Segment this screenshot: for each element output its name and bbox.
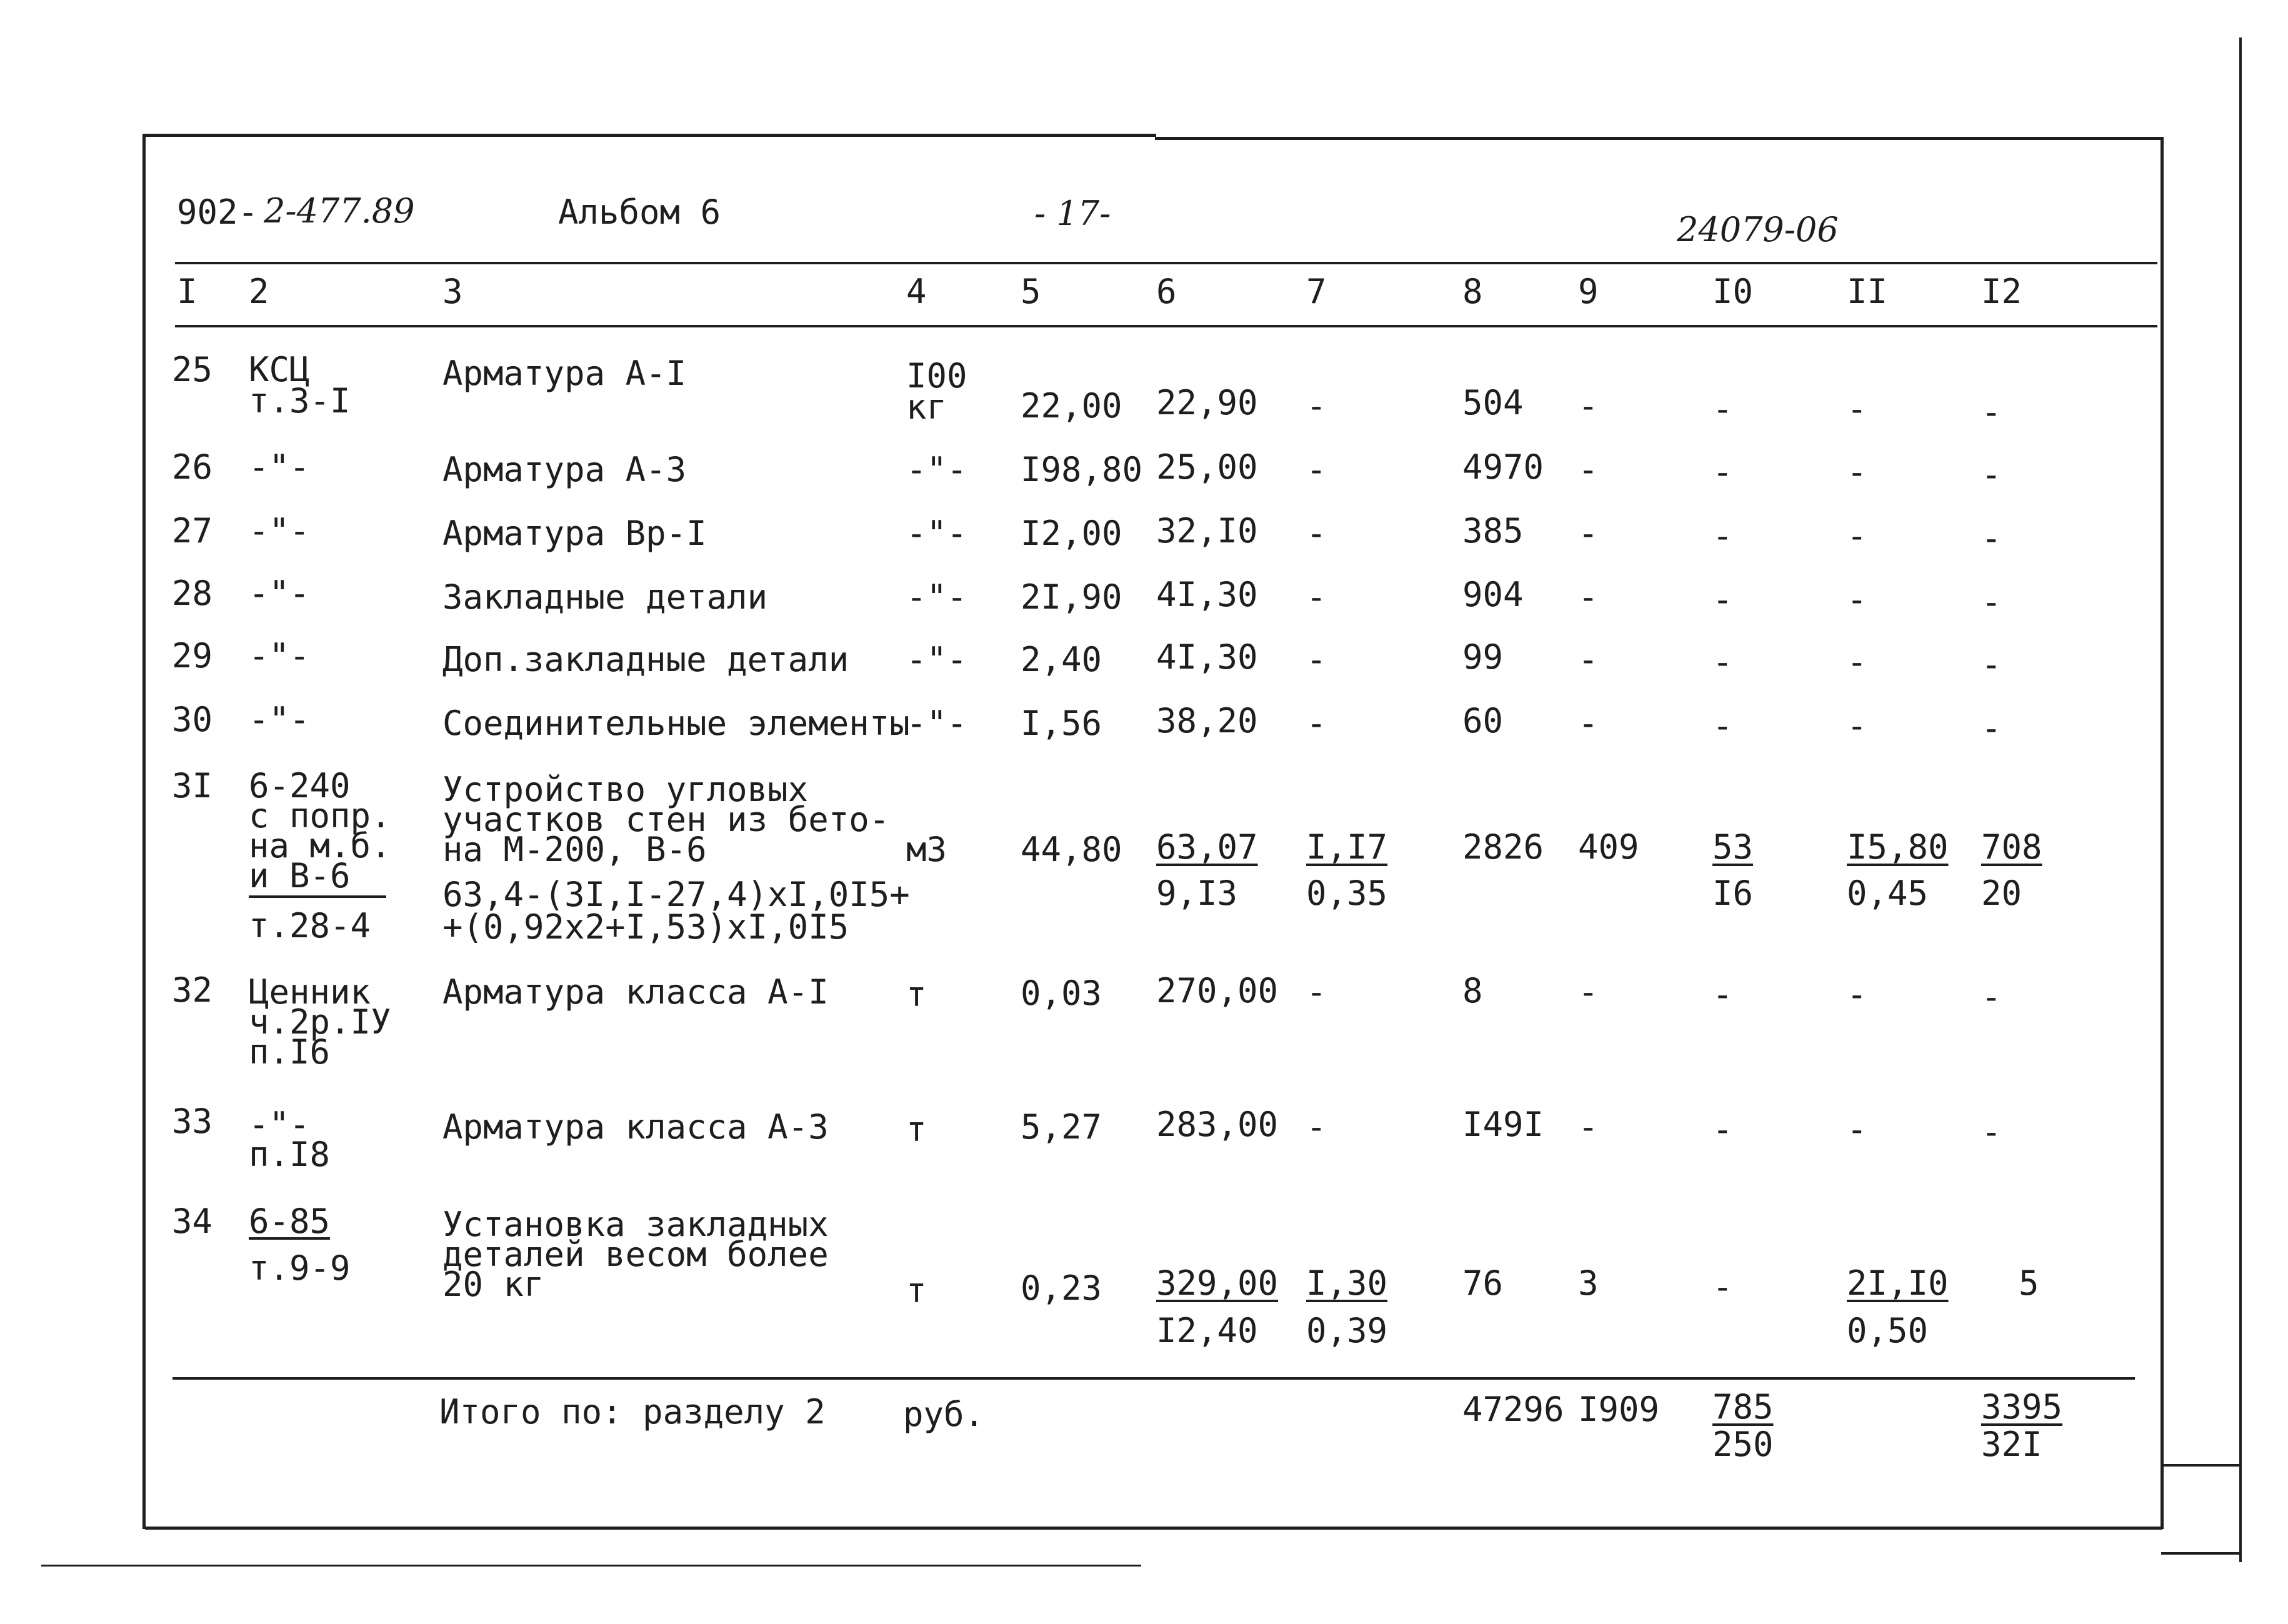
row-value-7: 0,35 (1306, 874, 1388, 913)
row-number: 34 (172, 1202, 213, 1241)
row-reference: -"- (249, 636, 310, 675)
total-value-12: 3395 (1981, 1387, 2063, 1427)
album-label: Альбом 6 (558, 192, 721, 232)
row-reference: 6-85 (249, 1202, 331, 1241)
row-quantity: 5,27 (1021, 1107, 1102, 1147)
column-heading: 8 (1462, 272, 1483, 311)
column-heading: 2 (249, 272, 269, 311)
row-value-10: - (1712, 389, 1733, 429)
row-value-7: - (1306, 972, 1327, 1012)
row-reference: КСЦ (249, 350, 310, 389)
row-value-6: 63,07 (1156, 827, 1258, 867)
row-quantity: 2I,90 (1021, 577, 1122, 617)
row-value-7: - (1306, 1107, 1327, 1147)
row-value-12: - (1981, 519, 2002, 558)
row-value-6: 38,20 (1156, 701, 1258, 740)
row-unit: -"- (906, 577, 967, 617)
row-description: Доп.закладные детали (442, 640, 849, 679)
row-reference: -"- (249, 447, 310, 487)
row-value-6: 22,90 (1156, 383, 1258, 422)
row-reference: и В-6 (249, 856, 351, 895)
row-value-6: 4I,30 (1156, 575, 1258, 614)
row-unit: -"- (906, 514, 967, 553)
row-value-12: - (1981, 392, 2002, 432)
row-value-10: - (1712, 706, 1733, 745)
row-description: Арматура А-3 (442, 450, 687, 489)
column-heading: I (177, 272, 197, 311)
row-unit: I00 (906, 356, 967, 396)
row-value-10: - (1712, 452, 1733, 492)
row-value-9: - (1578, 577, 1599, 617)
row-value-8: 385 (1462, 511, 1524, 550)
row-value-10: 53 (1712, 827, 1754, 867)
series-number: 902- (177, 192, 259, 232)
frame-top-right (1155, 137, 2164, 140)
row-description: деталей весом более (442, 1235, 829, 1274)
document-code: 24079-06 (1677, 210, 1839, 249)
total-unit: руб. (903, 1395, 985, 1434)
row-description: Установка закладных (442, 1205, 829, 1244)
row-value-11: 0,45 (1847, 874, 1929, 913)
row-description: участков стен из бето- (442, 800, 890, 839)
row-description: Арматура класса А-I (442, 972, 829, 1012)
row-value-8: 904 (1462, 575, 1524, 614)
row-number: 33 (172, 1102, 213, 1141)
row-value-8: 4970 (1462, 447, 1544, 487)
row-value-11: - (1847, 1110, 1867, 1149)
row-value-10: - (1712, 516, 1733, 555)
row-unit: т (906, 1271, 927, 1310)
row-unit: т (906, 975, 927, 1014)
row-unit: м3 (906, 830, 947, 869)
row-number: 30 (172, 700, 213, 739)
row-reference: п.I8 (249, 1135, 331, 1174)
row-value-6: 32,I0 (1156, 511, 1258, 550)
row-value-6: 4I,30 (1156, 637, 1258, 677)
row-description: Устройство угловых (442, 770, 809, 809)
row-value-12: - (1981, 582, 2002, 622)
row-value-11: - (1847, 516, 1867, 555)
column-heading: II (1847, 272, 1888, 311)
row-unit: -"- (906, 450, 967, 489)
row-value-12: - (1981, 709, 2002, 748)
column-heading: 3 (442, 272, 463, 311)
row-number: 25 (172, 350, 213, 389)
row-value-11: - (1847, 975, 1867, 1014)
row-quantity: I2,00 (1021, 514, 1122, 553)
series-handwritten: 2-477.89 (264, 191, 415, 231)
frame-left (142, 134, 146, 1529)
row-value-11: 0,50 (1847, 1311, 1929, 1350)
row-description: Арматура Вр-I (442, 514, 707, 553)
row-value-12: 20 (1981, 874, 2022, 913)
row-quantity: 2,40 (1021, 640, 1102, 679)
column-heading: 5 (1021, 272, 1041, 311)
row-value-6: 329,00 (1156, 1263, 1279, 1303)
row-reference: с попр. (249, 796, 391, 835)
row-reference: -"- (249, 1105, 310, 1144)
row-quantity: I98,80 (1021, 450, 1143, 489)
row-value-10: - (1712, 580, 1733, 619)
row-description: Арматура А-I (442, 354, 687, 393)
row-value-9: 3 (1578, 1263, 1599, 1303)
row-value-11: - (1847, 452, 1867, 492)
row-reference: т.3-I (249, 381, 351, 421)
column-heading: I2 (1981, 272, 2022, 311)
total-value-10: 250 (1712, 1425, 1774, 1464)
row-value-9: - (1578, 972, 1599, 1012)
row-reference: п.I6 (249, 1032, 331, 1072)
total-value-12: 32I (1981, 1425, 2042, 1464)
row-unit: -"- (906, 704, 967, 743)
row-reference: ч.2р.IУ (249, 1002, 391, 1042)
column-heading: 4 (906, 272, 927, 311)
total-value-8: 47296 (1462, 1390, 1564, 1429)
row-quantity: 0,23 (1021, 1268, 1102, 1308)
row-value-12: - (1981, 645, 2002, 684)
row-description: +(0,92х2+I,53)хI,0I5 (442, 907, 849, 947)
total-rule (172, 1377, 2135, 1380)
row-value-6: 9,I3 (1156, 874, 1238, 913)
row-reference: -"- (249, 574, 310, 613)
row-value-10: - (1712, 642, 1733, 682)
row-value-11: - (1847, 706, 1867, 745)
row-value-8: 8 (1462, 971, 1483, 1010)
frame-top-left (142, 134, 1156, 137)
row-reference: 6-240 (249, 766, 351, 805)
row-value-6: I2,40 (1156, 1311, 1258, 1350)
row-value-9: 409 (1578, 827, 1639, 867)
row-description: 20 кг (442, 1265, 544, 1304)
row-value-7: - (1306, 704, 1327, 743)
total-value-9: I909 (1578, 1390, 1660, 1429)
row-value-9: - (1578, 450, 1599, 489)
frame-bottom (145, 1527, 2162, 1530)
row-value-11: I5,80 (1847, 827, 1949, 867)
row-unit: -"- (906, 640, 967, 679)
row-value-9: - (1578, 386, 1599, 426)
row-value-9: - (1578, 640, 1599, 679)
row-value-7: - (1306, 386, 1327, 426)
stamp-line-lower (2161, 1552, 2239, 1555)
row-reference: т.28-4 (249, 906, 371, 945)
total-label: Итого по: разделу 2 (439, 1392, 826, 1432)
row-description: на М-200, В-6 (442, 830, 707, 869)
row-quantity: 44,80 (1021, 830, 1122, 869)
page-edge-right (2239, 37, 2242, 1562)
row-value-9: - (1578, 704, 1599, 743)
row-reference: Ценник (249, 972, 371, 1012)
row-number: 29 (172, 636, 213, 675)
row-value-11: - (1847, 389, 1867, 429)
row-value-7: - (1306, 514, 1327, 553)
row-value-7: - (1306, 640, 1327, 679)
row-reference: т.9-9 (249, 1248, 351, 1288)
row-value-12: - (1981, 977, 2002, 1017)
row-number: 26 (172, 447, 213, 487)
row-value-10: I6 (1712, 874, 1754, 913)
header-rule-bottom (175, 325, 2157, 327)
row-value-12: - (1981, 455, 2002, 494)
row-value-8: I49I (1462, 1105, 1544, 1144)
row-value-10: - (1712, 975, 1733, 1014)
row-value-6: 25,00 (1156, 447, 1258, 487)
row-number: 27 (172, 511, 213, 550)
frame-right (2161, 137, 2164, 1529)
column-heading: 6 (1156, 272, 1177, 311)
row-quantity: I,56 (1021, 704, 1102, 743)
row-value-11: 2I,I0 (1847, 1263, 1949, 1303)
row-value-8: 99 (1462, 637, 1504, 677)
row-unit: кг (906, 387, 947, 427)
row-value-8: 60 (1462, 701, 1504, 740)
row-value-8: 504 (1462, 383, 1524, 422)
row-value-11: - (1847, 642, 1867, 682)
row-number: 3I (172, 766, 213, 805)
row-value-8: 76 (1462, 1263, 1504, 1303)
row-value-9: - (1578, 1107, 1599, 1147)
row-value-10: - (1712, 1267, 1733, 1307)
row-quantity: 0,03 (1021, 974, 1102, 1013)
row-reference: на м.б. (249, 826, 391, 865)
header-rule-top (175, 262, 2157, 264)
row-description: 63,4-(3I,I-27,4)хI,0I5+ (442, 875, 910, 914)
row-value-6: 283,00 (1156, 1105, 1279, 1144)
row-quantity: 22,00 (1021, 386, 1122, 426)
column-heading: I0 (1712, 272, 1754, 311)
row-value-12: 708 (1981, 827, 2042, 867)
row-value-9: - (1578, 514, 1599, 553)
row-description: Закладные детали (442, 577, 768, 617)
row-value-12: 5 (2019, 1263, 2039, 1303)
ref-underline-31 (249, 895, 386, 898)
row-value-12: - (1981, 1112, 2002, 1152)
row-value-7: I,30 (1306, 1263, 1388, 1303)
row-value-6: 270,00 (1156, 971, 1279, 1010)
row-value-10: - (1712, 1110, 1733, 1149)
row-reference: -"- (249, 511, 310, 550)
column-heading: 9 (1578, 272, 1599, 311)
page-bottom-rule (41, 1565, 1141, 1567)
row-value-7: I,I7 (1306, 827, 1388, 867)
row-number: 32 (172, 970, 213, 1010)
row-description: Арматура класса А-3 (442, 1107, 829, 1147)
page-number: - 17- (1034, 194, 1111, 233)
row-value-7: - (1306, 450, 1327, 489)
row-value-7: 0,39 (1306, 1311, 1388, 1350)
column-heading: 7 (1306, 272, 1327, 311)
row-value-11: - (1847, 580, 1867, 619)
row-reference: -"- (249, 700, 310, 739)
row-value-8: 2826 (1462, 827, 1544, 867)
row-unit: т (906, 1110, 927, 1149)
row-value-7: - (1306, 577, 1327, 617)
stamp-line-upper (2161, 1464, 2239, 1467)
row-description: Соединительные элементы (442, 704, 910, 743)
total-value-10: 785 (1712, 1387, 1774, 1427)
row-number: 28 (172, 574, 213, 613)
